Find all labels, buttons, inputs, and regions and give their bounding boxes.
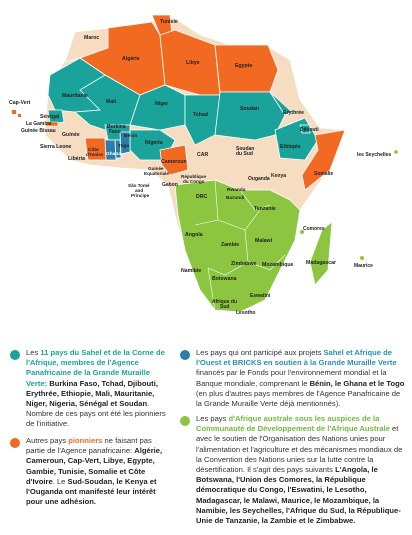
- label-mozambique: Mozambique: [262, 262, 294, 268]
- blue-swatch-icon: [180, 350, 190, 360]
- legend-text-southern: Les pays d'Afrique australe sous les auspices de la Communauté de Développement de l'Afrique Australe et avec le soutien de l'Organisation des Nations unies pour l'alimentation et l'agriculture et des mécanismes mondiaux de la Convention des Nations unies sur la lutte contre la désertification. Il s'agit des pays suivants L'Angola, le Botswana, l'Union des Comores, la République démocratique du Congo, l'Eswatini, le Lesotho, Madagascar, le Malawi, Maurice, le Mozambique, la Namibie, les Seychelles, l'Afrique du Sud, la République-Unie de Tanzanie, la Zambie et le Zimbabwe.: [196, 414, 403, 526]
- legend-text-sahel: Les 11 pays du Sahel et de la Corne de l'Afrique, membres de l'Agence Panafricaine de la Grande Muraille Verte: Burkina Faso, Tchad, Djibouti, Erythrée, Ethiopie, Mali, Mauritanie, Niger, Nigeria, Sénégal et Soudan. Nombre de ces pays ont été les pionniers de l'initiative.: [26, 348, 166, 429]
- label-cameroun: Cameroun: [161, 159, 187, 165]
- label-malawi: Malawi: [255, 238, 273, 244]
- label-maurice: Maurice: [354, 263, 373, 269]
- label-guinee: Guinée: [62, 132, 80, 138]
- label-madagascar: Madagascar: [306, 260, 336, 266]
- label-benin: Bénin: [124, 134, 138, 139]
- label-burkina-1: Burkina: [107, 124, 126, 130]
- label-zambie: Zambie: [221, 242, 240, 248]
- label-mauritanie: Mauritanie: [62, 93, 88, 99]
- label-lesotho: Lesotho: [236, 310, 256, 316]
- label-senegal: Sénégal: [40, 114, 60, 120]
- label-burkina-2: Faso: [109, 129, 121, 135]
- legend-item-sahel: [10, 348, 170, 430]
- label-gabon: Gabon: [162, 182, 178, 188]
- region-ghana: [105, 140, 116, 160]
- label-soudan-sud-1: Soudan: [236, 146, 255, 152]
- region-cap-vert: [12, 110, 21, 117]
- label-togo: Togo: [118, 144, 130, 149]
- label-ouganda: Ouganda: [248, 176, 270, 182]
- label-tanzanie: Tanzanie: [254, 206, 276, 212]
- label-soudan: Soudan: [240, 106, 260, 112]
- label-comores: Comores: [303, 226, 325, 232]
- label-afrique-sud-2: Sud: [220, 304, 230, 310]
- label-drc: DRC: [196, 194, 208, 200]
- label-soudan-sud-2: du Sud: [236, 151, 253, 157]
- label-mali: Mali: [106, 99, 117, 105]
- label-sierra-leone: Sierra Leone: [40, 144, 72, 150]
- region-maurice: [360, 256, 364, 260]
- label-tunisie: Tunisie: [160, 19, 178, 25]
- label-ethiopie: Ethiopie: [280, 144, 301, 150]
- label-libye: Libye: [186, 60, 200, 66]
- legend-text-projects: Les pays qui ont participé aux projets Sahel et Afrique de l'Ouest et BRICKS en soutien à la Grande Muraille Verte financés par le Fonds pour l'environnement mondial et la Banque mondiale, comprenant le Bénin, le Ghana et le Togo (en plus d'autres pays membres de l'Agence Panafricaine de la Grande Muraille Verte déjà mentionnés).: [196, 348, 405, 409]
- label-guinee-eq-1: Guinée: [148, 166, 164, 171]
- label-cap-vert: Cap-Vert: [9, 100, 31, 106]
- legend-item-pioneers: [10, 436, 170, 507]
- label-rwanda: Rwanda: [227, 188, 246, 193]
- label-algerie: Algérie: [122, 56, 140, 62]
- label-nigeria: Nigeria: [145, 140, 163, 146]
- legend-item-southern: [180, 414, 405, 526]
- label-sao-tome-3: Principe: [131, 193, 150, 198]
- label-guinee-eq-2: Equatoriale: [144, 171, 170, 176]
- label-ghana: Ghana: [106, 152, 121, 157]
- region-seychelles: [394, 150, 398, 154]
- green-swatch-icon: [180, 416, 190, 426]
- teal-swatch-icon: [10, 350, 20, 360]
- label-cote-2: d'Ivoire: [86, 153, 103, 158]
- label-burundi: Burundi: [226, 196, 245, 201]
- label-niger: Niger: [155, 101, 169, 107]
- label-zimbabwe: Zimbabwe: [231, 261, 257, 267]
- label-namibie: Namibie: [181, 268, 202, 274]
- label-eswatini: Eswatini: [250, 293, 271, 299]
- label-seychelles: les Seychelles: [357, 152, 392, 158]
- label-afrique-sud-1: Afrique du: [212, 299, 237, 305]
- label-rep-congo-2: du Congo: [183, 179, 205, 184]
- label-egypte: Egypte: [235, 63, 253, 69]
- label-maroc: Maroc: [84, 35, 100, 41]
- label-somalie: Somalie: [314, 171, 334, 177]
- legend-item-projects: [180, 348, 405, 409]
- label-botswana: Botswana: [212, 276, 237, 282]
- label-angola: Angola: [185, 232, 203, 238]
- label-sao-tome-1: São Tomé: [128, 183, 150, 188]
- label-djibouti: Djibouti: [300, 127, 319, 133]
- label-liberia: Libéria: [68, 156, 86, 162]
- label-sao-tome-2: and: [135, 188, 144, 193]
- label-erythree: Erythrée: [283, 110, 305, 116]
- orange-swatch-icon: [10, 438, 20, 448]
- label-cote-1: Côte: [88, 148, 99, 153]
- label-kenya: Kenya: [271, 173, 287, 179]
- legend-text-pioneers: Autres pays pionniers ne faisant pas partie de l'Agence panafricaine: Algérie, Cameroun, Cap-Vert, Libye, Egypte, Gambie, Tunisie, Somalie et Côte d'Ivoire. Le Sud-Soudan, le Kenya et l'Ouganda ont manifesté leur intérêt pour une adhésion.: [26, 436, 163, 507]
- label-car: CAR: [197, 152, 209, 158]
- legend: [0, 340, 412, 535]
- label-tchad: Tchad: [193, 112, 208, 118]
- label-rep-congo-1: République: [181, 174, 207, 179]
- label-guinee-bissau: Guinée Bissau: [21, 128, 56, 134]
- label-gambie: La Gambie: [26, 121, 52, 127]
